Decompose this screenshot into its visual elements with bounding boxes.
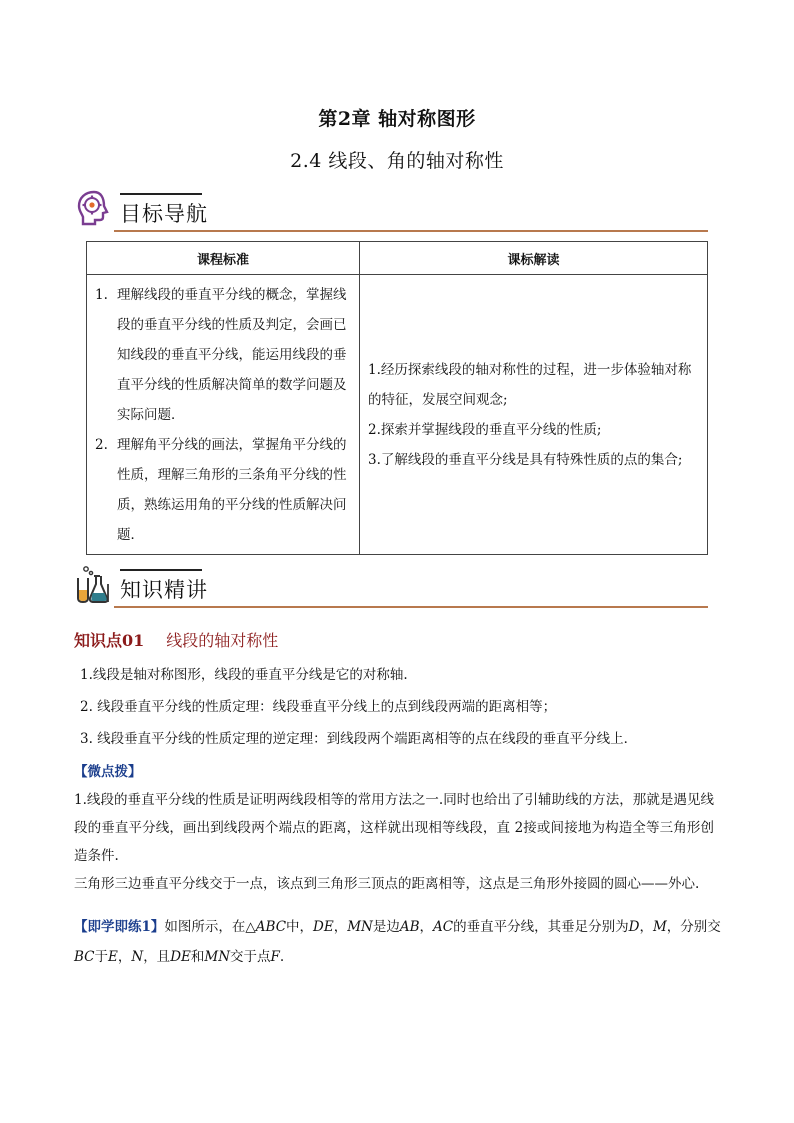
standard-text: 理解角平分线的画法，掌握角平分线的性质，理解三角形的三条角平分线的性质，熟练运用角的平分线的性质解决问题．: [117, 436, 347, 543]
interpretation-item: 1.经历探索线段的轴对称性的过程，进一步体验轴对称的特征，发展空间观念;: [368, 361, 692, 408]
knowledge-point-heading: [74, 628, 278, 651]
goal-navigation-banner: [74, 188, 708, 234]
math-var: AC: [433, 919, 454, 935]
practice-text: ，: [117, 949, 132, 965]
banner-overline: [120, 569, 202, 571]
tip-paragraph-2: 三角形三边垂直平分线交于一点，该点到三角形三顶点的距离相等，这点是三角形外接圆的圆心——外心.: [74, 876, 700, 892]
math-var: D: [628, 919, 640, 935]
knowledge-lecture-banner: [74, 564, 708, 610]
practice-text: 如图所示，在△: [164, 919, 256, 935]
tip-label: 【微点拨】: [74, 764, 142, 780]
practice-label: 【即学即练1】: [74, 919, 165, 935]
practice-exercise: [74, 912, 722, 972]
point-2: 2. 线段垂直平分线的性质定理：线段垂直平分线上的点到线段两端的距离相等；: [80, 699, 557, 715]
standard-number: 1.: [95, 286, 108, 303]
practice-text: 和: [190, 949, 205, 965]
banner-overline: [120, 193, 202, 195]
math-var: E: [108, 949, 118, 965]
point-3: 3. 线段垂直平分线的性质定理的逆定理：到线段两个端距离相等的点在线段的垂直平分线上．: [80, 731, 638, 747]
practice-text: ，: [333, 919, 348, 935]
interpretation-item: 2.探索并掌握线段的垂直平分线的性质;: [368, 421, 602, 438]
practice-text: ，: [639, 919, 653, 935]
math-var: F: [270, 949, 280, 965]
math-var: M: [652, 919, 667, 935]
interpretation-item: 3.了解线段的垂直平分线是具有特殊性质的点的集合;: [368, 451, 683, 468]
point-1: 1.线段是轴对称图形，线段的垂直平分线是它的对称轴.: [80, 667, 408, 683]
math-var: MN: [204, 949, 231, 965]
tip-paragraph-1: 1.线段的垂直平分线的性质是证明两线段相等的常用方法之一.同时也给出了引辅助线的方法，那就是遇见线段的垂直平分线，画出到线段两个端点的距离，这样就出现相等线段，直 2接或间接地为构造全等三角形创造条件.: [74, 792, 714, 864]
practice-text: 中，: [286, 919, 314, 935]
math-var: N: [131, 949, 144, 965]
interpretation-cell: [360, 275, 708, 555]
practice-text: 于: [94, 949, 109, 965]
table-header-row: [87, 242, 708, 275]
brain-gear-icon: [74, 188, 114, 228]
practice-text: 的垂直平分线，其垂足分别为: [453, 919, 629, 935]
table-row: [87, 275, 708, 555]
math-var: MN: [347, 919, 373, 935]
math-var: ABC: [255, 919, 287, 935]
chapter-title: 第2章 轴对称图形: [318, 108, 476, 130]
standard-item: [95, 430, 351, 550]
practice-text: ，: [419, 919, 434, 935]
banner-underline: [114, 606, 708, 608]
practice-text: 交于点: [230, 949, 271, 965]
banner-underline: [114, 230, 708, 232]
practice-text: .: [279, 949, 285, 965]
section-title: 2.4 线段、角的轴对称性: [290, 150, 504, 172]
standard-item: [95, 280, 351, 430]
math-var: DE: [313, 919, 334, 935]
header-standard-interpretation: 课标解读: [360, 242, 708, 275]
standard-text: 理解线段的垂直平分线的概念，掌握线段的垂直平分线的性质及判定，会画已知线段的垂直平分线，能运用线段的垂直平分线的性质解决简单的数学问题及实际问题．: [117, 286, 347, 423]
practice-text: ，且: [143, 949, 171, 965]
knowledge-point-name: 线段的轴对称性: [166, 631, 279, 650]
header-course-standard: 课程标准: [87, 242, 360, 275]
standard-number: 2.: [95, 436, 108, 453]
knowledge-point-code: 知识点01: [74, 631, 145, 650]
course-standards-table: [86, 241, 708, 555]
math-var: BC: [74, 949, 95, 965]
banner-label: 知识精讲: [120, 578, 208, 602]
math-var: DE: [170, 949, 191, 965]
lab-flask-icon: [74, 564, 114, 604]
math-var: AB: [399, 919, 420, 935]
practice-text: 是边: [372, 919, 400, 935]
practice-text: ，分别交: [666, 919, 721, 935]
standards-cell: [87, 275, 360, 555]
banner-label: 目标导航: [120, 202, 208, 226]
